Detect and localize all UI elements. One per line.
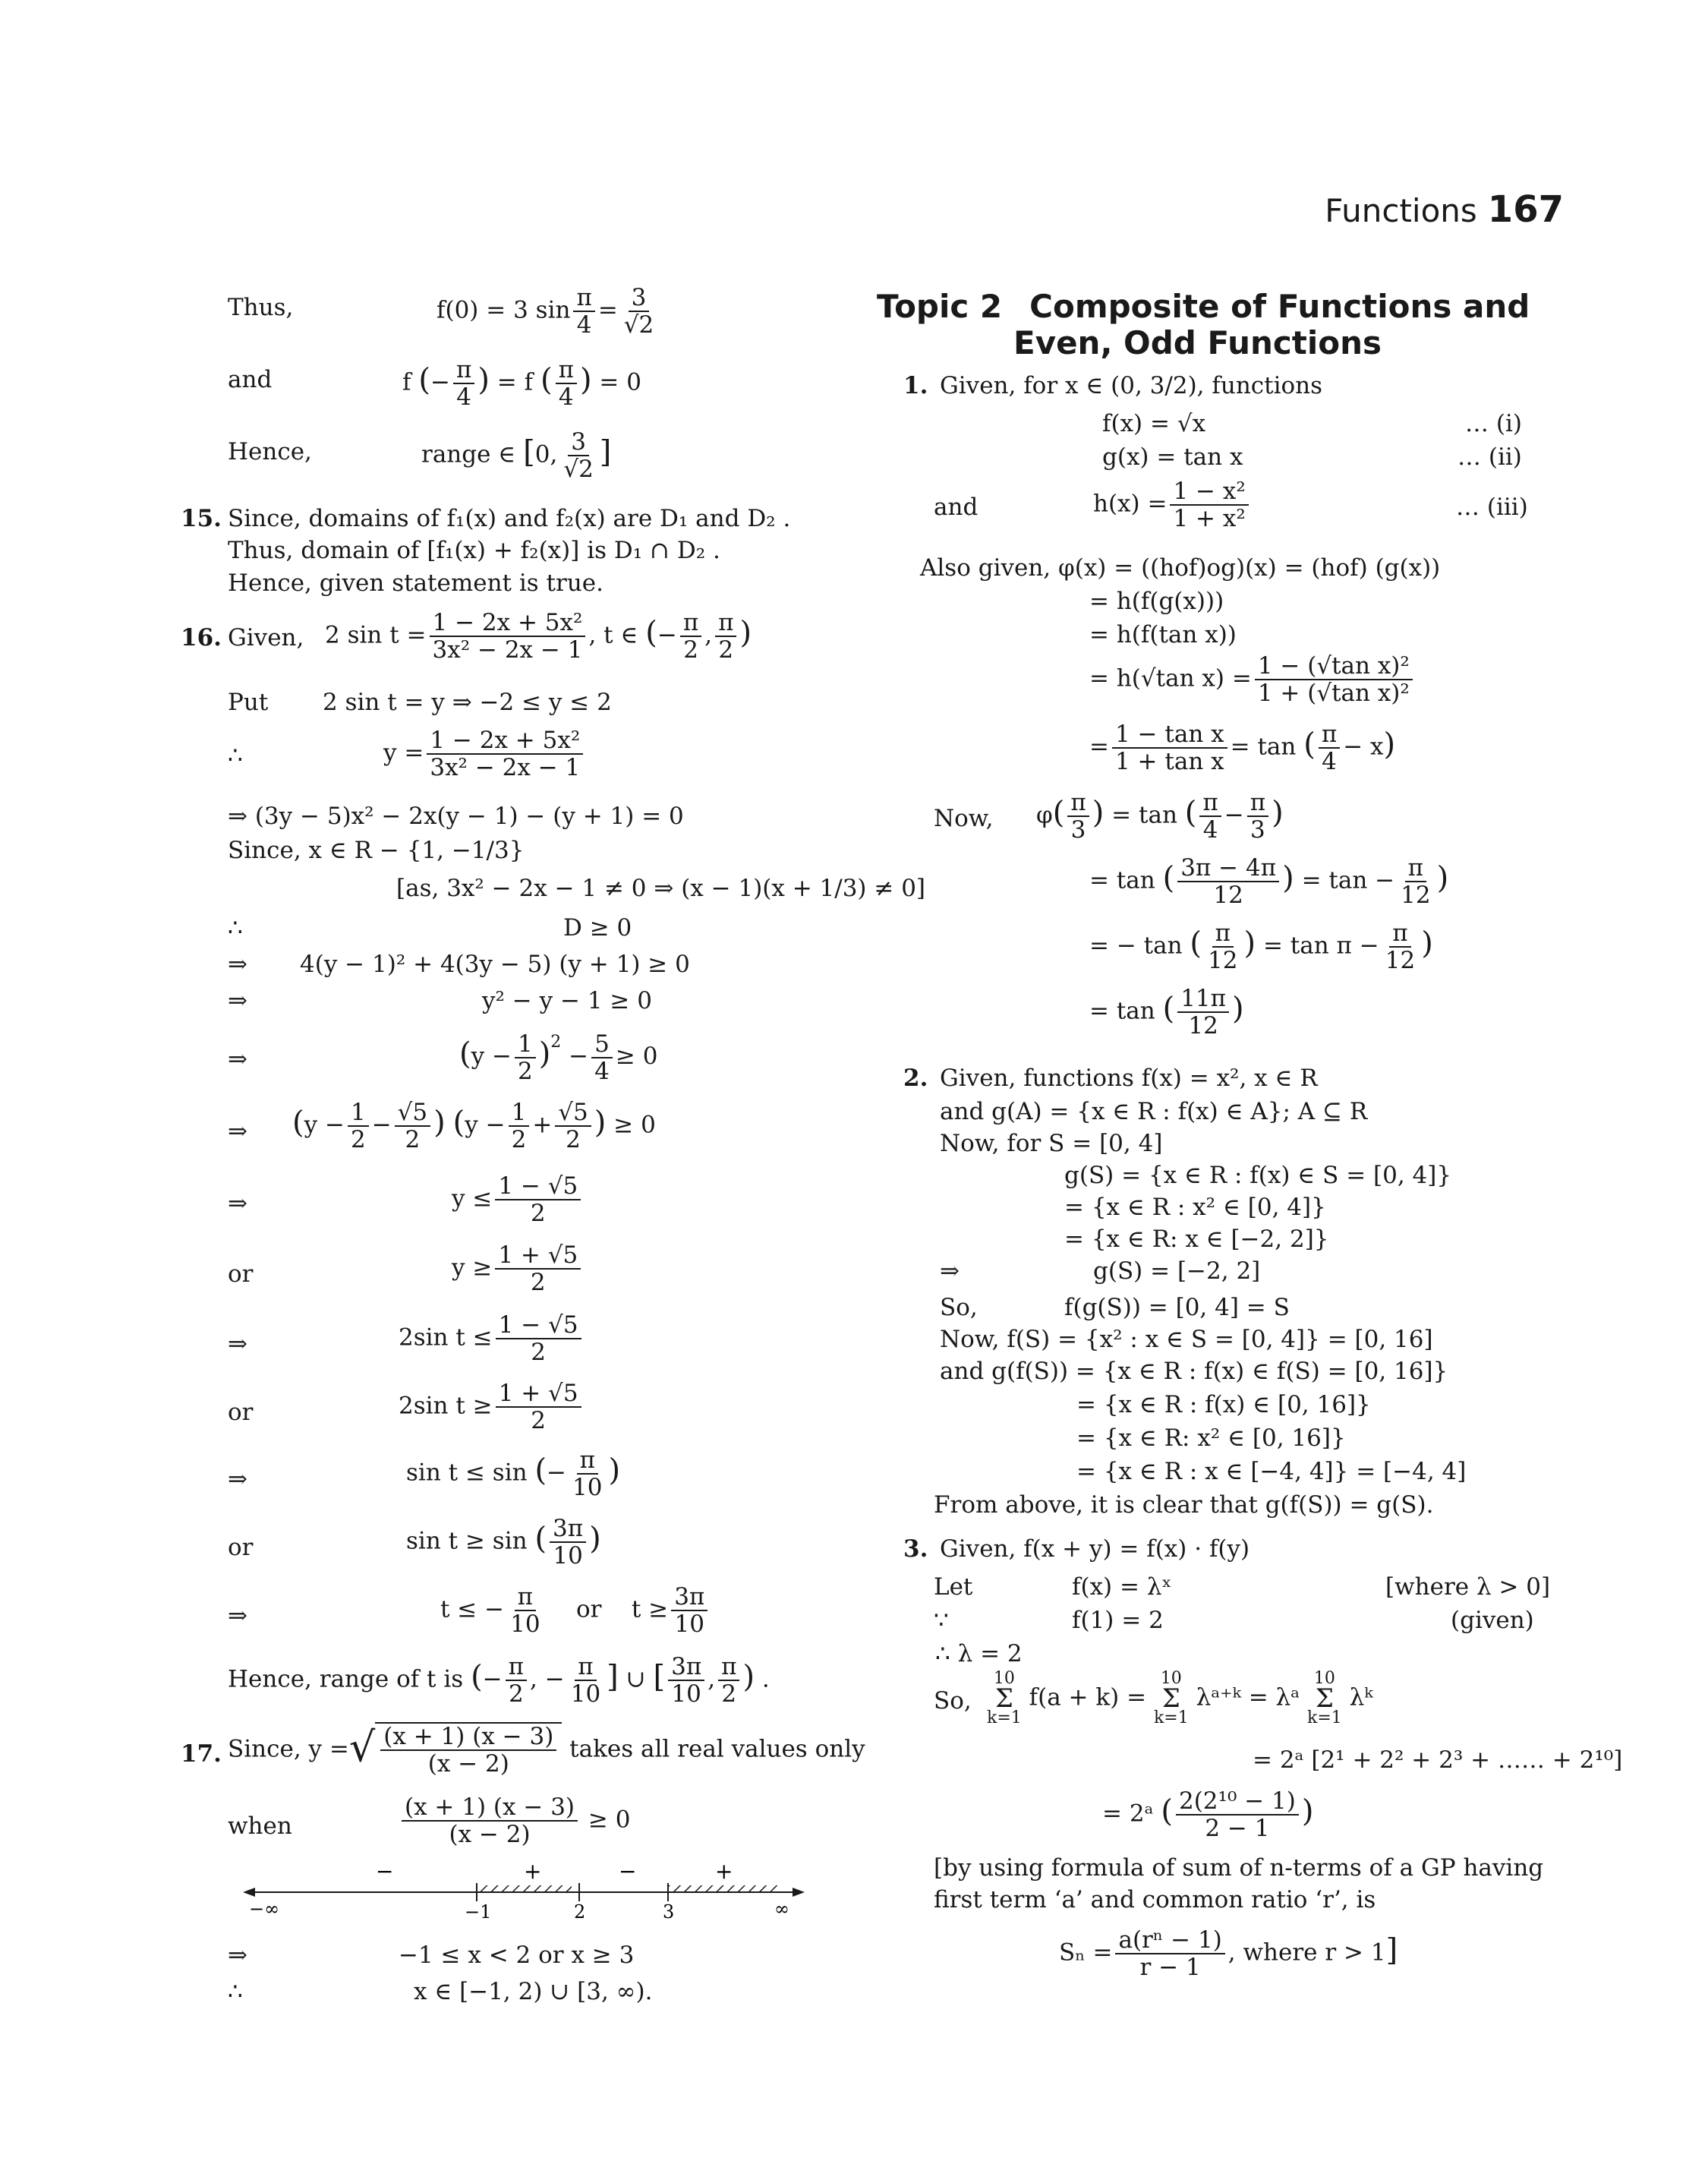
since-x-in-r: Since, x ∈ R − {1, −1/3}: [228, 837, 525, 864]
q15-line3: Hence, given statement is true.: [228, 569, 603, 597]
q3-expansion: = 2ᵃ [2¹ + 2² + 2³ + …… + 2¹⁰]: [1253, 1746, 1623, 1774]
q16-given: Given,: [228, 624, 304, 651]
q2-fs: Now, f(S) = {x² : x ∈ S = [0, 4]} = [0, 16]: [940, 1326, 1433, 1353]
eq-2sint-ge: 2sin t ≥ $\frac{1 + √5}{2}$: [399, 1380, 585, 1434]
q3-given: (given): [1451, 1607, 1534, 1634]
hence-label: Hence,: [228, 438, 312, 465]
when-label: when: [228, 1812, 292, 1840]
thus-label: Thus,: [228, 294, 294, 321]
q3-sum: 10 Σ k=1 f(a + k) = 10 Σ k=1 λᵃ⁺ᵏ = λᵃ 10 Σ k=1 λᵏ: [987, 1669, 1373, 1727]
q2-gs-3: = {x ∈ R: x ∈ [−2, 2]}: [1064, 1226, 1329, 1253]
q3-statement: Given, f(x + y) = f(x) · f(y): [940, 1535, 1250, 1563]
and-label: and: [228, 366, 273, 393]
so-label: So,: [940, 1294, 978, 1321]
tick-label-neg-inf: −∞: [249, 1898, 280, 1920]
eq-range-of-t: Hence, range of t is (− $\frac{\pi}{2}$ , − $\frac{\pi}{10}$ ] ∪ [ $\frac{3\pi}{10}$ , $\frac{\pi}{2}$ ) .: [228, 1653, 770, 1708]
q16-equation: 2 sin t = $\frac{\text{1 − 2x + 5x²}}{\text{3x² − 2x − 1}}$ , t ∈ (− $\frac{\pi}{2}$ , $\frac{\pi}{2}$ ): [325, 609, 752, 664]
eq-x-interval: −1 ≤ x < 2 or x ≥ 3: [399, 1942, 635, 1969]
q3-f1: f(1) = 2: [1072, 1607, 1164, 1634]
sym-implies: ⇒: [940, 1257, 960, 1285]
eq-f-pi4: f (− $\frac{\pi}{4}$ ) = f ( $\frac{\pi}{4}$ ) = 0: [402, 356, 641, 411]
q2-conclusion: From above, it is clear that g(f(S)) = g(S).: [934, 1491, 1434, 1519]
sym-implies: ⇒: [228, 951, 247, 978]
q15-line1: Since, domains of f₁(x) and f₂(x) are D₁ and D₂ .: [228, 505, 791, 532]
eq-sint-ge: sin t ≥ sin ( $\frac{3\pi}{10}$ ): [406, 1515, 601, 1569]
q2-gs-2: = {x ∈ R : x² ∈ [0, 4]}: [1064, 1194, 1326, 1221]
sym-implies: ⇒: [228, 1465, 247, 1493]
sym-implies: ⇒: [228, 987, 247, 1014]
q2-number: 2.: [903, 1065, 928, 1092]
and-label: and: [934, 494, 978, 521]
eq-phi-pi3: φ( $\frac{\pi}{3}$ ) = tan ( $\frac{\pi}{4}$ − $\frac{\pi}{3}$ ): [1036, 789, 1284, 844]
sym-implies: ⇒: [228, 1046, 247, 1073]
sym-therefore: ∴: [228, 1978, 243, 2005]
now-label: Now,: [934, 805, 994, 832]
sym-implies: ⇒: [228, 1942, 247, 1969]
or-label: or: [228, 1399, 254, 1426]
put-eq: 2 sin t = y ⇒ −2 ≤ y ≤ 2: [323, 689, 612, 716]
put-label: Put: [228, 689, 269, 716]
eq-y-fraction: y = $\frac{\text{1 − 2x + 5x²}}{\text{3x² − 2x − 1}}$: [383, 727, 586, 781]
eq-phi-step4: = $\frac{\text{1 − tan x}}{\text{1 + tan x}}$ = tan ( $\frac{\pi}{4}$ − x): [1089, 721, 1396, 775]
eq-phi-def: Also given, φ(x) = ((hof)og)(x) = (hof) (g(x)): [920, 554, 1441, 582]
arrow-left-icon: [243, 1888, 255, 1897]
tag-i: … (i): [1465, 410, 1522, 437]
eq-when-ge-0: $\frac{(x + 1) (x - 3)}{(x - 2)}$ ≥ 0: [399, 1794, 630, 1847]
q16-number: 16.: [181, 624, 222, 651]
tag-ii: … (ii): [1457, 443, 1522, 471]
q3-formula-note-2: first term ‘a’ and common ratio ‘r’, is: [934, 1886, 1376, 1913]
q3-number: 3.: [903, 1535, 928, 1563]
hatched-interval-2: [668, 1885, 778, 1892]
eq-discriminant: 4(y − 1)² + 4(3y − 5) (y + 1) ≥ 0: [300, 951, 690, 978]
eq-f0: f(0) = 3 sin $\frac{\pi}{4}$ = $\frac{3}{√2}$: [436, 284, 654, 339]
eq-completed-square: (y − $\frac{1}{2}$ )$^2$ − $\frac{5}{4}$ ≥ 0: [459, 1030, 658, 1085]
eq-2sint-le: 2sin t ≤ $\frac{1 - √5}{2}$: [399, 1312, 585, 1365]
eq-h-fraction: h(x) = $\frac{\text{1 − x²}}{\text{1 + x²}}$: [1093, 478, 1252, 532]
sym-implies: ⇒: [228, 1118, 247, 1145]
q3-formula-note-1: [by using formula of sum of n-terms of a GP having: [934, 1854, 1544, 1882]
sign-2: +: [524, 1860, 542, 1884]
q3-gp-formula: Sₙ = $\frac{\text{a(rⁿ − 1)}}{r - 1}$ , where r > 1]: [1059, 1926, 1398, 1981]
q2-g-def: and g(A) = {x ∈ R : f(x) ∈ A}; A ⊆ R: [940, 1098, 1368, 1125]
sign-3: −: [619, 1860, 637, 1884]
tick-label-2: 2: [574, 1901, 586, 1921]
sym-implies: ⇒: [228, 1602, 247, 1629]
eq-phi-step3: = h(√tan x) = $\frac{\text{1 − (√tan x)²}}{\text{1 + (√tan x)²}}$: [1089, 653, 1416, 706]
eq-t-bounds: t ≤ − $\frac{\pi}{10}$ or t ≥ $\frac{3\pi}{10}$: [440, 1584, 711, 1637]
q3-fx: f(x) = λˣ: [1072, 1573, 1172, 1601]
q17-number: 17.: [181, 1740, 222, 1768]
eq-tan-step2: = − tan ( $\frac{\pi}{12}$ ) = tan π − $\frac{\pi}{12}$ ): [1089, 920, 1433, 974]
q2-fgs: f(g(S)) = [0, 4] = S: [1064, 1294, 1290, 1321]
let-label: Let: [934, 1573, 973, 1601]
q2-s-def: Now, for S = [0, 4]: [940, 1130, 1163, 1157]
sign-4: +: [715, 1860, 733, 1884]
sym-implies: ⇒: [228, 1190, 247, 1217]
because-label: ∵: [934, 1607, 949, 1634]
tag-iii: … (iii): [1456, 494, 1528, 521]
eq-g-tan: g(x) = tan x: [1102, 443, 1243, 471]
eq-phi-step1: = h(f(g(x))): [1089, 588, 1224, 615]
so-label: So,: [934, 1687, 972, 1715]
eq-range: range ∈ [0, $\frac{3}{√2}$ ]: [421, 428, 612, 483]
q2-gfs-2: = {x ∈ R : f(x) ∈ [0, 16]}: [1076, 1391, 1371, 1418]
tick-label-3: 3: [663, 1901, 675, 1921]
topic-heading: Topic 2 Composite of Functions and: [877, 288, 1530, 325]
tick-label-pos-inf: ∞: [774, 1898, 789, 1920]
eq-quadratic: ⇒ (3y − 5)x² − 2x(y − 1) − (y + 1) = 0: [228, 803, 684, 830]
q2-statement: Given, functions f(x) = x², x ∈ R: [940, 1065, 1318, 1092]
eq-f-sqrt: f(x) = √x: [1102, 410, 1206, 437]
eq-sint-le: sin t ≤ sin (− $\frac{\pi}{10}$ ): [406, 1446, 621, 1501]
eq-y-ge: y ≥ $\frac{1 + √5}{2}$: [452, 1242, 584, 1295]
eq-y-le: y ≤ $\frac{1 - √5}{2}$: [452, 1173, 584, 1226]
q17-statement: Since, y =√ $\frac{(x + 1) (x - 3)}{(x - 2)}$ takes all real values only: [228, 1723, 865, 1778]
q3-where: [where λ > 0]: [1385, 1573, 1551, 1601]
q3-lambda: ∴ λ = 2: [935, 1640, 1023, 1667]
eq-d-ge-0: D ≥ 0: [563, 914, 632, 942]
q15-number: 15.: [181, 505, 222, 532]
q2-gs-1: g(S) = {x ∈ R : f(x) ∈ S = [0, 4]}: [1064, 1162, 1452, 1189]
page-number: 167: [1487, 188, 1564, 231]
eq-factored: (y − $\frac{1}{2}$ − $\frac{√5}{2}$ ) (y − $\frac{1}{2}$ + $\frac{√5}{2}$ ) ≥ 0: [292, 1099, 656, 1153]
sym-therefore: ∴: [228, 914, 243, 942]
q1-number: 1.: [903, 372, 928, 399]
therefore-1: ∴: [228, 742, 243, 769]
arrow-right-icon: [793, 1888, 805, 1897]
q2-gfs-1: and g(f(S)) = {x ∈ R : f(x) ∈ f(S) = [0, 16]}: [940, 1358, 1448, 1385]
tick-label-minus-1: −1: [465, 1901, 492, 1921]
eq-final-answer: x ∈ [−1, 2) ∪ [3, ∞).: [414, 1978, 653, 2005]
header-title: Functions: [1325, 192, 1477, 229]
q2-gs-result: g(S) = [−2, 2]: [1093, 1257, 1261, 1285]
q3-gp-result: = 2ᵃ ( $\frac{\text{2(2¹⁰ − 1)}}{2 - 1}$ ): [1102, 1787, 1314, 1842]
eq-tan-step1: = tan ( $\frac{3\pi - 4\pi}{12}$ ) = tan − $\frac{\pi}{12}$ ): [1089, 854, 1449, 909]
page-header: [1325, 188, 1564, 231]
hatched-interval-1: [477, 1885, 572, 1892]
q15-line2: Thus, domain of [f₁(x) + f₂(x)] is D₁ ∩ D₂ .: [228, 537, 720, 564]
or-label: or: [228, 1534, 254, 1561]
q2-gfs-3: = {x ∈ R: x² ∈ [0, 16]}: [1076, 1424, 1346, 1452]
q2-gfs-4: = {x ∈ R : x ∈ [−4, 4]} = [−4, 4]: [1076, 1458, 1467, 1485]
eq-y2-y-1: y² − y − 1 ≥ 0: [482, 987, 652, 1014]
eq-tan-step3: = tan ( $\frac{11\pi}{12}$ ): [1089, 985, 1244, 1039]
as-condition: [as, 3x² − 2x − 1 ≠ 0 ⇒ (x − 1)(x + 1/3) ≠ 0]: [396, 875, 926, 902]
eq-phi-step2: = h(f(tan x)): [1089, 621, 1237, 648]
sign-1: −: [376, 1860, 394, 1884]
sym-implies: ⇒: [228, 1330, 247, 1358]
or-label: or: [228, 1260, 254, 1288]
q1-statement: Given, for x ∈ (0, 3/2), functions: [940, 372, 1323, 399]
topic-heading-line2: Even, Odd Functions: [1013, 324, 1382, 361]
sign-number-line: [243, 1860, 805, 1921]
